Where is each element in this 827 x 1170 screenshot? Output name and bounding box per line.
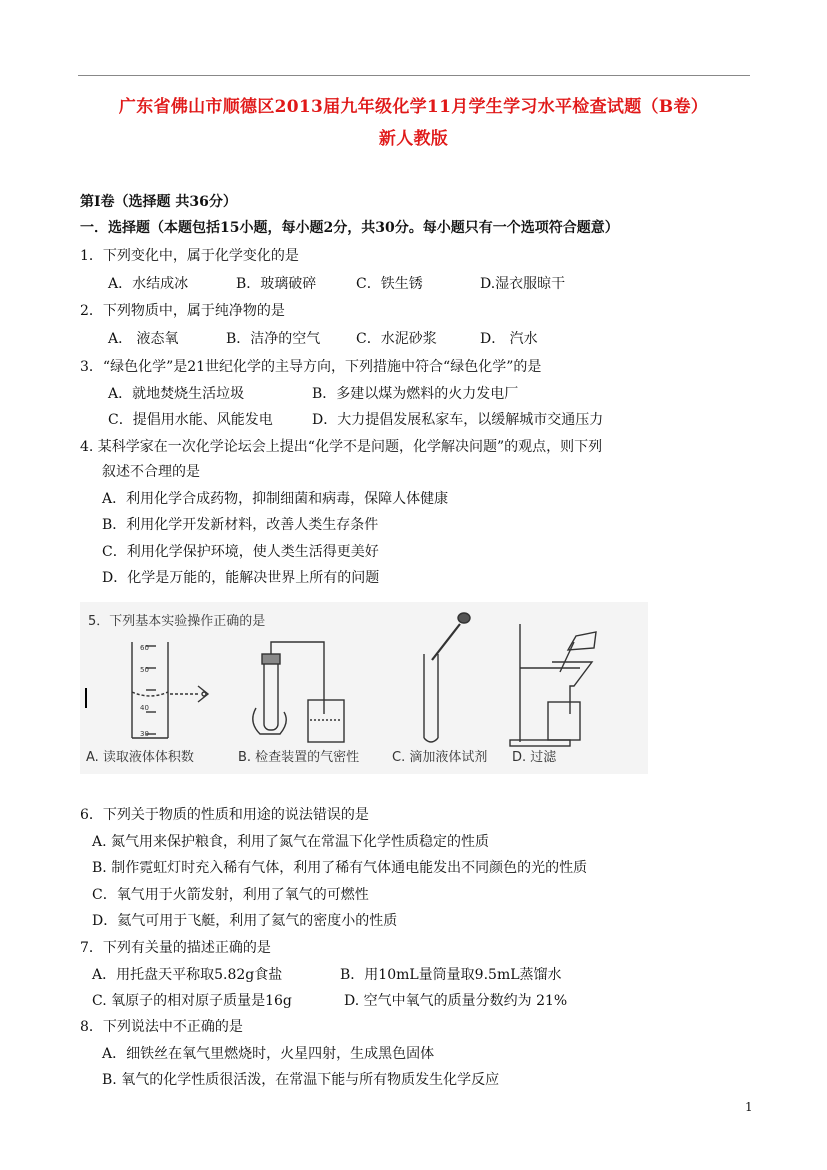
q7-option-a: A．用托盘天平称取5.82g食盐 <box>92 967 283 983</box>
q6-option-d: D．氦气可用于飞艇，利用了氦气的密度小的性质 <box>92 913 398 929</box>
q7-stem: 7．下列有关量的描述正确的是 <box>80 940 271 956</box>
q8-stem: 8．下列说法中不正确的是 <box>80 1019 243 1035</box>
q4-stem-line2: 叙述不合理的是 <box>102 464 200 480</box>
q5-stem: 5．下列基本实验操作正确的是 <box>88 614 266 629</box>
q8-option-b: B. 氧气的化学性质很活泼，在常温下能与所有物质发生化学反应 <box>102 1072 500 1088</box>
q3-option-c: C．提倡用水能、风能发电 <box>108 412 273 428</box>
q8-option-a: A．细铁丝在氧气里燃烧时，火星四射，生成黑色固体 <box>102 1046 435 1062</box>
header-rule <box>78 75 750 76</box>
q2-stem: 2．下列物质中，属于纯净物的是 <box>80 303 285 319</box>
page-number: 1 <box>745 1100 753 1114</box>
q5-option-b: B. 检查装置的气密性 <box>238 750 360 765</box>
part-heading: 一．选择题（本题包括15小题，每小题2分，共30分。每小题只有一个选项符合题意） <box>80 220 619 236</box>
doc-title-line2: 新人教版 <box>378 129 449 149</box>
q2-option-d: D． 汽水 <box>480 331 538 347</box>
q5-figure <box>80 602 648 774</box>
q1-option-b: B．玻璃破碎 <box>236 276 317 292</box>
q2-option-a: A． 液态氧 <box>108 331 179 347</box>
cylinder-tick-50: 50 <box>140 666 149 674</box>
dropper-test-tube-icon <box>424 613 470 742</box>
q4-stem-line1: 4. 某科学家在一次化学论坛会上提出“化学不是问题，化学解决问题”的观点，则下列 <box>80 439 603 455</box>
graduated-cylinder-icon <box>132 642 208 738</box>
filtration-apparatus-icon <box>510 624 596 746</box>
q5-option-d: D. 过滤 <box>512 750 557 765</box>
q5-option-c: C. 滴加液体试剂 <box>392 750 488 765</box>
q4-option-d: D．化学是万能的，能解决世界上所有的问题 <box>102 570 380 586</box>
cylinder-tick-40: 40 <box>140 704 149 712</box>
q6-option-b: B. 制作霓虹灯时充入稀有气体，利用了稀有气体通电能发出不同颜色的光的性质 <box>92 860 588 876</box>
q7-option-d: D. 空气中氧气的质量分数约为 21% <box>344 993 568 1009</box>
q2-option-b: B．洁净的空气 <box>226 331 321 347</box>
q2-option-c: C．水泥砂浆 <box>356 331 437 347</box>
cylinder-tick-30: 30 <box>140 730 149 738</box>
q6-option-a: A. 氮气用来保护粮食，利用了氮气在常温下化学性质稳定的性质 <box>92 834 490 850</box>
q7-option-b: B．用10mL量筒量取9.5mL蒸馏水 <box>340 967 562 983</box>
q3-option-b: B．多建以煤为燃料的火力发电厂 <box>312 386 519 402</box>
q5-option-a: A. 读取液体体积数 <box>86 750 194 765</box>
q6-stem: 6．下列关于物质的性质和用途的说法错误的是 <box>80 807 369 823</box>
q7-option-c: C. 氧原子的相对原子质量是16g <box>92 993 292 1009</box>
q1-option-c: C．铁生锈 <box>356 276 423 292</box>
q4-option-b: B．利用化学开发新材料，改善人类生存条件 <box>102 517 379 533</box>
airtightness-apparatus-icon <box>253 642 344 742</box>
q3-option-a: A．就地焚烧生活垃圾 <box>108 386 245 402</box>
q4-option-c: C．利用化学保护环境，使人类生活得更美好 <box>102 544 379 560</box>
q3-option-d: D．大力提倡发展私家车，以缓解城市交通压力 <box>312 412 604 428</box>
q4-option-a: A．利用化学合成药物，抑制细菌和病毒，保障人体健康 <box>102 491 449 507</box>
q1-stem: 1．下列变化中，属于化学变化的是 <box>80 248 299 264</box>
q6-option-c: C．氧气用于火箭发射，利用了氧气的可燃性 <box>92 887 369 903</box>
doc-title-line1: 广东省佛山市顺德区2013届九年级化学11月学生学习水平检查试题（B卷） <box>118 97 709 117</box>
section-heading: 第Ⅰ卷（选择题 共36分） <box>80 194 237 210</box>
cylinder-tick-60: 60 <box>140 644 149 652</box>
q3-stem: 3．“绿色化学”是21世纪化学的主导方向，下列措施中符合“绿色化学”的是 <box>80 359 542 375</box>
q1-option-d: D.湿衣服晾干 <box>480 276 566 292</box>
q1-option-a: A．水结成冰 <box>108 276 189 292</box>
